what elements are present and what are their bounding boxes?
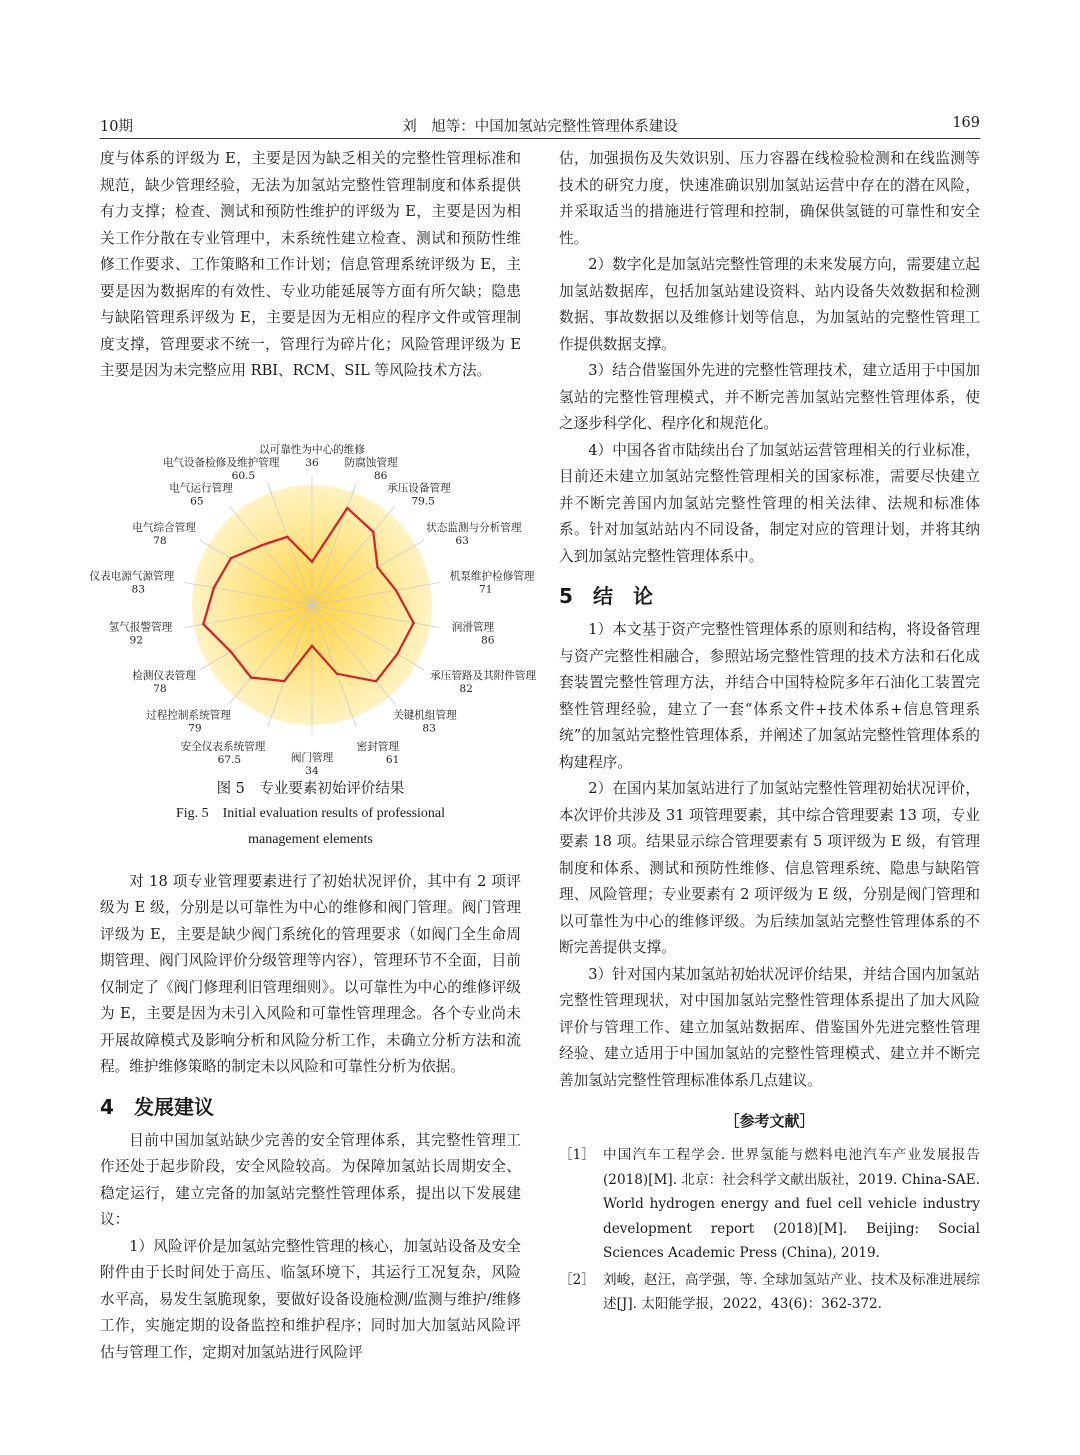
radar-value-label: 36 <box>305 456 319 469</box>
radar-axis-label: 检测仪表管理 <box>132 669 196 682</box>
radar-point <box>395 589 397 591</box>
references-heading: ［参考文献］ <box>724 1112 815 1130</box>
reference-item <box>559 1143 980 1266</box>
paragraph: 度与体系的评级为 E，主要是因为缺乏相关的完整性管理标准和规范，缺少管理经验，无法为加氢站完整性管理制度和体系提供有力支撑；检查、测试和预防性维护的评级为 E，主要是因为相关工作分散在专业管理中，未系统性建立检查、测试和预防性维修工作要求、工作策略和工作计划；信息管理系统评级为 E，主要是因为数据库的有效性、专业功能延展等方面有所欠缺；隐患与缺陷管理系评级为 E，主要是因为无相应的程序文件或管理制度支撑，管理要求不统一，管理行为碎片化；风险管理评级为 E 主要是因为未完整应用 RBI、RCM、SIL 等风险技术方法。 <box>100 150 521 379</box>
radar-value-label: 60.5 <box>231 469 256 482</box>
radar-point <box>230 557 232 559</box>
radar-axis-label: 电气综合管理 <box>132 521 196 534</box>
radar-point <box>346 506 348 508</box>
radar-point <box>372 530 374 532</box>
paragraph: 对 18 项专业管理要素进行了初始状况评价，其中有 2 项评级为 E 级，分别是以可靠性为中心的维修和阀门管理。阀门管理评级为 E，主要是缺少阀门系统化的管理要求（如阀门全生命周期管理、阀门风险评价分级管理等内容），管理环节不全面，目前仅制定了《阀门修理利旧管理细则》。以可靠性为中心的维修评级为 E，主要是因为未引入风险和可靠性管理理念。各个专业尚未开展故障模式及影响分析和风险分析工作，未确立分析方法和流程。维护维修策略的制定未以风险和可靠性分析为依据。 <box>100 872 521 1075</box>
radar-axis-label: 承压管路及其附件管理 <box>430 669 537 682</box>
radar-axis-label: 氢气报警管理 <box>108 621 173 634</box>
reference-text: 中国汽车工程学会. 世界氢能与燃料电池汽车产业发展报告(2018)[M]. 北京：社会科学文献出版社，2019. China-SAE. World hydrogen energy and fuel cell vehicle industry development report (2018)[M]. Beijing: Social Sciences Academic Press (China), 2019. <box>603 1147 980 1261</box>
radar-value-label: 86 <box>373 469 388 482</box>
radar-value-label: 34 <box>305 764 319 777</box>
reference-number: ［2］ <box>559 1271 595 1288</box>
radar-chart <box>89 385 537 777</box>
radar-value-label: 67.5 <box>217 753 242 766</box>
radar-value-label: 78 <box>153 682 167 695</box>
radar-value-label: 79 <box>188 721 202 734</box>
reference-text: 刘峻，赵汪，高学强，等. 全球加氢站产业、技术及标准进展综述[J]. 太阳能学报，2022，43(6)：362-372. <box>603 1271 980 1312</box>
radar-point <box>283 679 285 681</box>
paragraph: 4）中国各省市陆续出台了加氢站运营管理相关的行业标准，目前还未建立加氢站完整性管理相关的国家标准，需要尽快建立并不断完善国内加氢站完整性管理的相关法律、法规和标准体系。针对加氢站站内不同设备，制定对应的管理计划，并将其纳入到加氢站完整性管理体系中。 <box>559 441 980 565</box>
radar-point <box>202 622 204 624</box>
paragraph: 1）本文基于资产完整性管理体系的原则和结构，将设备管理与资产完整性相融合，参照站场完整性管理的技术方法和石化成套装置完整性管理方法，并结合中国特检院多年石油化工装置完整性管理经验，建立了一套“体系文件+技术体系+信息管理系统”的加氢站完整性管理体系，并阐述了加氢站完整性管理体系的构建程序。 <box>559 621 980 771</box>
radar-value-label: 86 <box>481 634 495 647</box>
radar-axis-label: 防腐蚀管理 <box>344 456 398 469</box>
radar-axis-label: 阀门管理 <box>290 751 334 764</box>
radar-point <box>250 676 252 678</box>
section-title: 结 论 <box>593 584 653 608</box>
section-number: 5 <box>559 584 573 608</box>
radar-value-label: 92 <box>129 634 143 647</box>
radar-value-label: 79.5 <box>411 495 435 508</box>
section-title: 发展建议 <box>134 1094 214 1119</box>
reference-item <box>559 1268 980 1317</box>
radar-point <box>213 586 215 588</box>
reference-number: ［1］ <box>559 1147 595 1163</box>
radar-axis-label: 以可靠性为中心的维修 <box>259 443 365 456</box>
radar-value-label: 83 <box>131 582 145 595</box>
radar-axis-label: 润滑管理 <box>451 621 495 634</box>
paragraph: 2）在国内某加氢站进行了加氢站完整性管理初始状况评价，本次评价共涉及 31 项管理要素，其中综合管理要素 13 项，专业要素 18 项。结果显示综合管理要素有 5 项评级为 E 级，有管理制度和体系、测试和预防性维修、信息管理系统、隐患与缺陷管理、风险管理；专业要素有 2 项评级为 E 级，分别是阀门管理和以可靠性为中心的维修评级。为后续加氢站完整性管理体系的不断完善提供支撑。 <box>559 780 980 956</box>
radar-value-label: 63 <box>455 534 469 547</box>
section-number: 4 <box>100 1094 114 1119</box>
figure-caption-cn: 图 5 专业要素初始评价结果 <box>216 780 405 797</box>
paragraph: 目前中国加氢站缺少完善的安全管理体系，其完整性管理工作还处于起步阶段，安全风险较高。为保障加氢站长周期安全、稳定运行，建立完备的加氢站完整性管理体系，提出以下发展建议： <box>100 1131 521 1228</box>
paragraph: 2）数字化是加氢站完整性管理的未来发展方向，需要建立起加氢站数据库，包括加氢站建设资料、站内设备失效数据和检测数据、事故数据以及维修计划等信息，为加氢站的完整性管理工作提供数据支撑。 <box>559 256 980 353</box>
radar-point <box>311 644 313 646</box>
radar-axis-label: 关键机组管理 <box>393 708 457 721</box>
radar-axis-label: 密封管理 <box>356 740 399 753</box>
right-column <box>559 146 980 1317</box>
radar-point <box>396 653 398 655</box>
radar-point <box>376 566 378 568</box>
radar-axis-label: 安全仪表系统管理 <box>180 740 266 753</box>
section-heading <box>559 580 980 609</box>
paragraph: 估，加强损伤及失效识别、压力容器在线检验检测和在线监测等技术的研究力度，快速准确识别加氢站运营中存在的潜在风险，并采取适当的措施进行管理和控制，确保供氢链的可靠性和安全性。 <box>559 150 980 247</box>
issue-number: 10期 <box>100 119 133 135</box>
paragraph: 3）结合借鉴国外先进的完整性管理技术，建立适用于中国加氢站的完整性管理模式，并不断完善加氢站完整性管理体系，使之逐步科学化、程序化和规范化。 <box>559 362 980 432</box>
left-column <box>89 146 537 1366</box>
section-heading <box>100 1091 521 1120</box>
radar-axis-label: 仪表电源气源管理 <box>89 569 175 582</box>
radar-axis-label: 状态监测与分析管理 <box>426 521 522 534</box>
radar-point <box>230 650 232 652</box>
page-number: 169 <box>952 115 980 131</box>
running-title: 刘 旭等：中国加氢站完整性管理体系建设 <box>402 119 678 135</box>
figure-caption-en: management elements <box>248 831 373 847</box>
page-header <box>100 112 980 139</box>
radar-point <box>336 672 338 674</box>
radar-axis-label: 过程控制系统管理 <box>146 708 231 721</box>
radar-value-label: 82 <box>459 682 473 695</box>
radar-axis-label: 承压设备管理 <box>387 482 451 495</box>
radar-value-label: 65 <box>190 495 204 508</box>
radar-point <box>286 535 288 537</box>
radar-point <box>311 560 313 562</box>
radar-point <box>261 544 263 546</box>
paragraph: 3）针对国内某加氢站初始状况评价结果，并结合国内加氢站完整性管理现状，对中国加氢站完整性管理体系提出了加大风险评价与管理工作、建立加氢站数据库、借鉴国外先进完整性管理经验、建立适用于中国加氢站的完整性管理模式、建立并不断完善加氢站完整性管理标准体系几点建议。 <box>559 965 980 1089</box>
paragraph: 1）风险评价是加氢站完整性管理的核心，加氢站设备及安全附件由于长时间处于高压、临氢环境下，其运行工况复杂，风险水平高，易发生氢脆现象，要做好设备设施检测/监测与维护/维修工作，实施定期的设备监控和维护程序；同时加大加氢站风险评估与管理工作，定期对加氢站进行风险评 <box>100 1237 521 1361</box>
radar-point <box>412 621 414 623</box>
radar-value-label: 71 <box>479 582 493 595</box>
radar-axis-label: 电气运行管理 <box>169 482 233 495</box>
figure-caption-en: Fig. 5 Initial evaluation results of professional <box>175 805 446 821</box>
radar-point <box>375 680 377 682</box>
radar-axis-label: 电气设备检修及维护管理 <box>162 456 280 469</box>
figure-5 <box>89 385 537 777</box>
radar-value-label: 83 <box>422 721 436 734</box>
radar-value-label: 78 <box>153 534 167 547</box>
radar-axis-label: 机泵维护检修管理 <box>449 569 535 582</box>
radar-value-label: 61 <box>385 753 400 766</box>
